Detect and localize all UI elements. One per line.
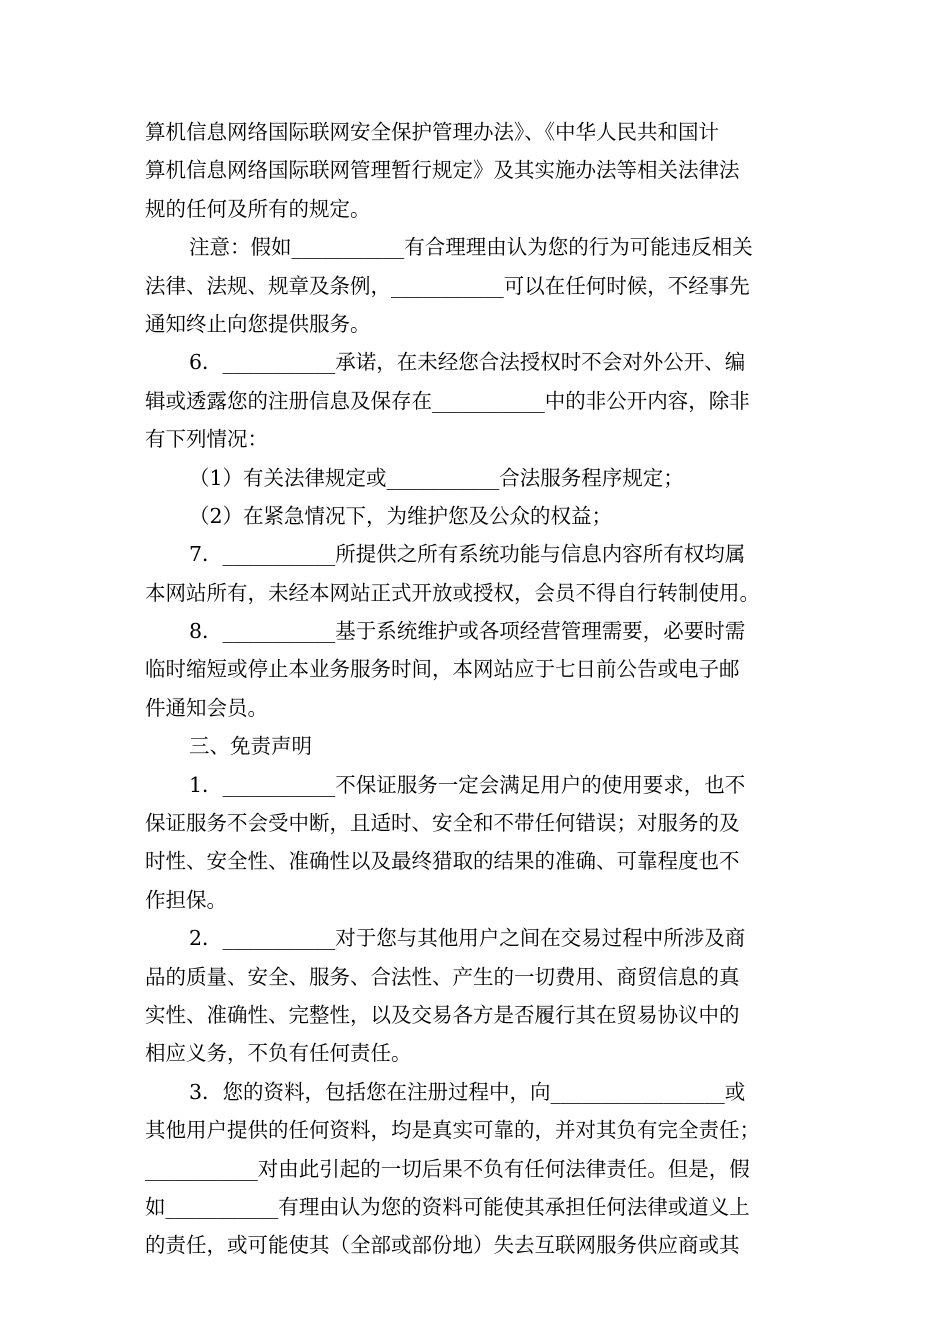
paragraph (145, 1073, 810, 1265)
paragraph (145, 535, 810, 612)
text-line: 临时缩短或停止本业务服务时间，本网站应于七日前公告或电子邮 (145, 657, 740, 682)
paragraph (145, 766, 810, 920)
text-line: 1．___________不保证服务一定会满足用户的使用要求，也不 (189, 772, 746, 797)
text-line: 7．___________所提供之所有系统功能与信息内容所有权均属 (189, 542, 746, 567)
text-line: 算机信息网络国际联网安全保护管理办法》、《中华人民共和国计 (145, 120, 719, 144)
text-line: 6．___________承诺，在未经您合法授权时不会对外公开、编 (189, 350, 746, 375)
paragraph (145, 612, 810, 727)
text-line: 作担保。 (145, 887, 227, 912)
text-line: 3．您的资料，包括您在注册过程中，向_________________或 (189, 1079, 746, 1104)
text-line: 实性、准确性、完整性，以及交易各方是否履行其在贸易协议中的 (145, 1002, 740, 1027)
text-line: 件通知会员。 (145, 695, 268, 720)
text-line: 2．___________对于您与其他用户之间在交易过程中所涉及商 (189, 926, 746, 951)
text-line: 注意：假如___________有合理理由认为您的行为可能违反相关 (189, 235, 753, 260)
text-line: 本网站所有，未经本网站正式开放或授权，会员不得自行转制使用。 (145, 580, 760, 605)
text-line: 相应义务，不负有任何责任。 (145, 1041, 412, 1066)
paragraph (145, 228, 810, 343)
text-line: 辑或透露您的注册信息及保存在___________中的非公开内容，除非 (145, 388, 750, 413)
paragraph (145, 727, 810, 765)
text-line: 8．___________基于系统维护或各项经营管理需要，必要时需 (189, 619, 746, 644)
document-page (145, 113, 810, 1265)
text-line: 有下列情况： (145, 427, 268, 452)
text-line: 规的任何及所有的规定。 (145, 196, 371, 221)
text-line: 的责任，或可能使其（全部或部份地）失去互联网服务供应商或其 (145, 1233, 740, 1258)
text-line: 通知终止向您提供服务。 (145, 311, 371, 336)
text-line: 时性、安全性、准确性以及最终猎取的结果的准确、可靠程度也不 (145, 849, 740, 874)
text-line: 算机信息网络国际联网管理暂行规定》及其实施办法等相关法律法 (145, 158, 740, 183)
paragraph (145, 343, 810, 458)
paragraph (145, 459, 810, 497)
text-line: 如___________有理由认为您的资料可能使其承担任何法律或道义上 (145, 1194, 750, 1219)
paragraph (145, 113, 810, 228)
text-line: （1）有关法律规定或___________合法服务程序规定； (189, 465, 684, 490)
text-line: 法律、法规、规章及条例，___________可以在任何时候，不经事先 (145, 273, 750, 298)
text-line: 保证服务不会受中断，且适时、安全和不带任何错误；对服务的及 (145, 811, 740, 836)
paragraph (145, 497, 810, 535)
text-line: 品的质量、安全、服务、合法性、产生的一切费用、商贸信息的真 (145, 964, 740, 989)
paragraph (145, 919, 810, 1073)
text-line: 其他用户提供的任何资料，均是真实可靠的，并对其负有完全责任； (145, 1118, 760, 1143)
text-line: 三、免责声明 (189, 734, 312, 759)
text-line: （2）在紧急情况下，为维护您及公众的权益； (189, 503, 613, 528)
text-line: ___________对由此引起的一切后果不负有任何法律责任。但是，假 (145, 1156, 750, 1181)
